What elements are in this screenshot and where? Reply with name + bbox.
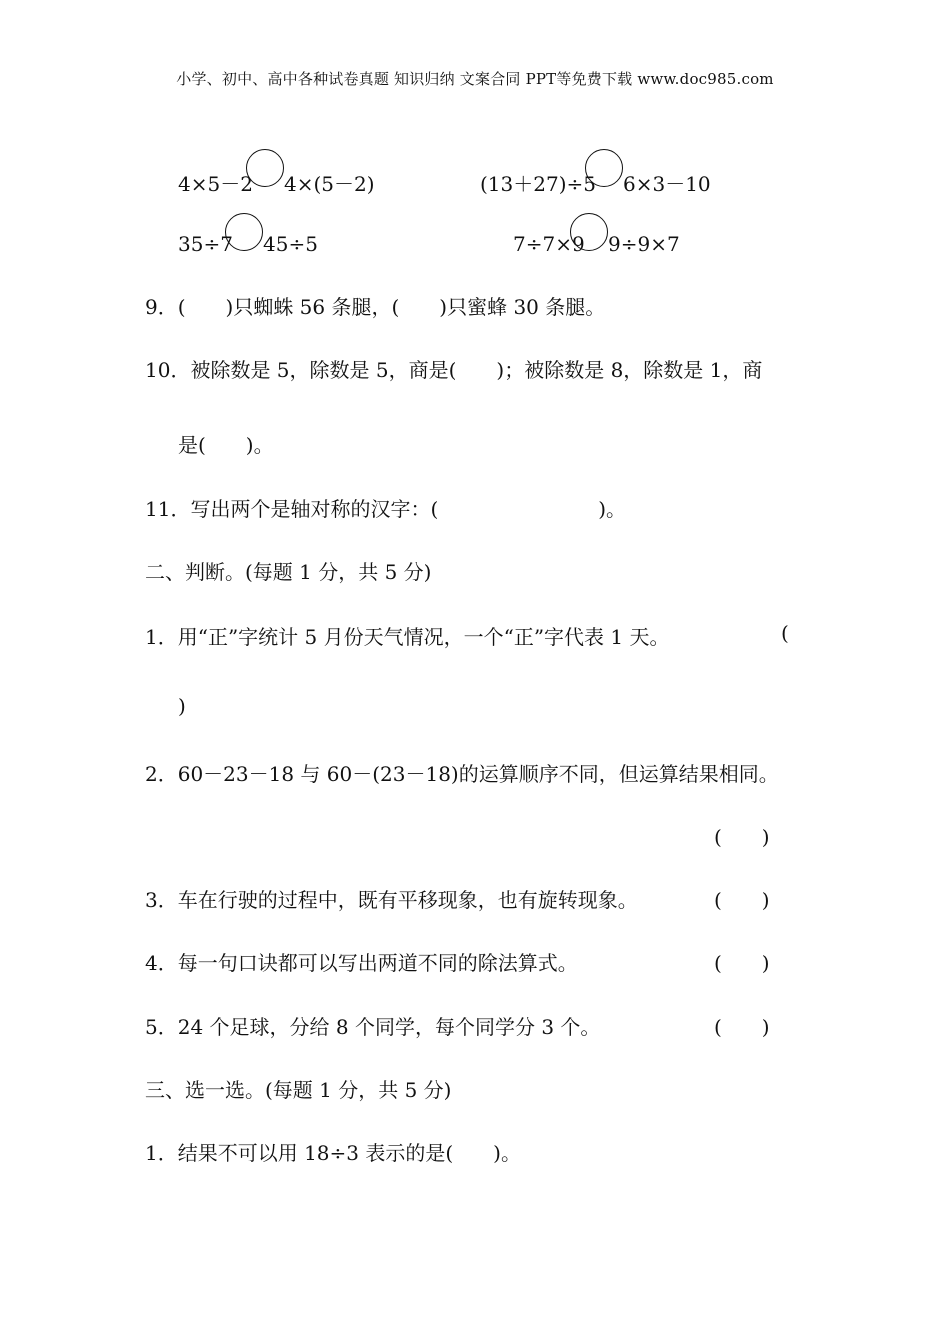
page-header: 小学、初中、高中各种试卷真题 知识归纳 文案合同 PPT等免费下载 www.doc985.com — [176, 70, 774, 88]
compare-left: 35÷7 — [178, 232, 233, 256]
choose-item-1: 1．结果不可以用 18÷3 表示的是( )。 — [145, 1141, 521, 1165]
judge-item-4: 4．每一句口诀都可以写出两道不同的除法算式。 — [145, 951, 578, 975]
compare-circle[interactable] — [225, 213, 263, 251]
question-11: 11．写出两个是轴对称的汉字：( )。 — [145, 497, 627, 521]
compare-left: (13＋27)÷5 — [480, 172, 596, 196]
judge-item-5: 5．24 个足球，分给 8 个同学，每个同学分 3 个。 — [145, 1015, 601, 1039]
judge-item-1-paren-open: ( — [781, 621, 789, 645]
section-title-choose: 三、选一选。(每题 1 分，共 5 分) — [145, 1078, 452, 1102]
compare-left: 7÷7×9 — [513, 232, 585, 256]
answer-paren[interactable]: ( ) — [714, 825, 770, 849]
judge-item-1: 1．用“正”字统计 5 月份天气情况，一个“正”字代表 1 天。 — [145, 625, 670, 649]
answer-paren[interactable]: ( ) — [714, 888, 770, 912]
compare-right: 9÷9×7 — [608, 232, 680, 256]
judge-item-1-paren-close: ) — [178, 694, 186, 718]
question-10-line1: 10．被除数是 5，除数是 5，商是( )；被除数是 8，除数是 1，商 — [145, 358, 763, 382]
question-9: 9．( )只蜘蛛 56 条腿，( )只蜜蜂 30 条腿。 — [145, 295, 606, 319]
compare-right: 4×(5－2) — [284, 172, 375, 196]
section-title-judge: 二、判断。(每题 1 分，共 5 分) — [145, 560, 432, 584]
compare-circle[interactable] — [570, 213, 608, 251]
compare-right: 6×3－10 — [623, 172, 711, 196]
compare-circle[interactable] — [585, 149, 623, 187]
answer-paren[interactable]: ( ) — [714, 951, 770, 975]
judge-item-3: 3．车在行驶的过程中，既有平移现象，也有旋转现象。 — [145, 888, 638, 912]
compare-left: 4×5－2 — [178, 172, 253, 196]
compare-right: 45÷5 — [263, 232, 318, 256]
compare-circle[interactable] — [246, 149, 284, 187]
judge-item-2: 2．60－23－18 与 60－(23－18)的运算顺序不同，但运算结果相同。 — [145, 762, 779, 786]
question-10-line2: 是( )。 — [178, 433, 274, 457]
answer-paren[interactable]: ( ) — [714, 1015, 770, 1039]
